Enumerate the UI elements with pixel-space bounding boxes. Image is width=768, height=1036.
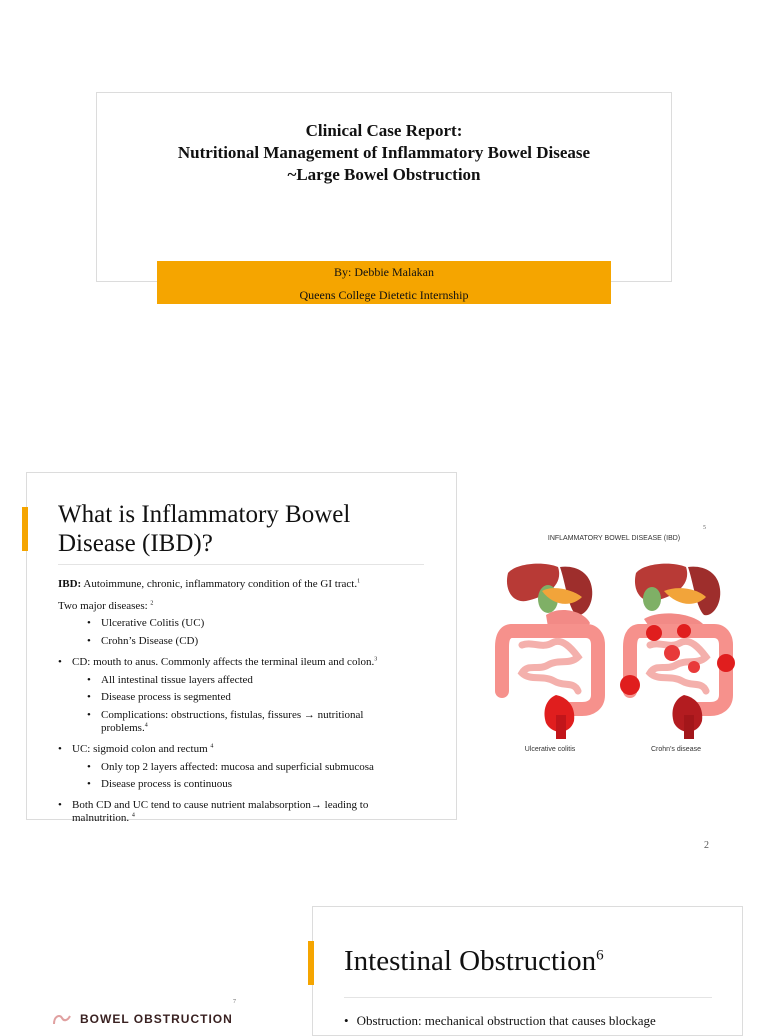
obstruction-slide-heading — [344, 944, 604, 978]
illustration-title: INFLAMMATORY BOWEL DISEASE (IBD) — [547, 535, 681, 542]
two-major-diseases — [58, 600, 153, 613]
ref-marker: 6 — [596, 947, 604, 964]
heading-accent-bar — [308, 941, 314, 985]
heading-divider — [58, 564, 424, 565]
crohns-disease-illustration — [620, 564, 735, 739]
bowel-obstruction-image-label: BOWEL OBSTRUCTION — [80, 1012, 233, 1026]
ibd-definition-text: Autoimmune, chronic, inflammatory condition of the GI tract. — [81, 578, 358, 590]
list-item: • Obstruction: mechanical obstruction that causes blockage — [344, 1013, 656, 1028]
caption-crohns-disease: Crohn's disease — [651, 746, 701, 753]
page-number: 2 — [704, 840, 709, 851]
title-slide-heading — [96, 120, 672, 186]
author-name: By: Debbie Malakan — [334, 265, 434, 279]
author-banner — [157, 261, 611, 304]
ibd-illustration — [486, 545, 742, 745]
heading-accent-bar — [22, 507, 28, 551]
ibd-definition — [58, 578, 438, 591]
ref-marker: 7 — [233, 999, 236, 1005]
title-line-2: Nutritional Management of Inflammatory Bowel Disease — [177, 143, 591, 162]
ref-marker: 1 — [357, 578, 361, 585]
caption-ulcerative-colitis: Ulcerative colitis — [524, 746, 576, 753]
title-line-1: Clinical Case Report: — [305, 121, 463, 140]
two-major-text: Two major diseases: — [58, 600, 151, 612]
ulcerative-colitis-illustration — [502, 564, 598, 739]
author-affiliation: Queens College Dietetic Internship — [299, 288, 469, 302]
intestine-icon — [52, 1012, 72, 1024]
ibd-definition-label: IBD: — [58, 578, 82, 590]
ref-marker: 2 — [150, 600, 154, 607]
heading-divider — [344, 997, 712, 998]
obstruction-heading-text: Intestinal Obstruction — [344, 945, 597, 977]
ref-marker: 5 — [703, 525, 706, 531]
ibd-slide-heading: What is Inflammatory Bowel Disease (IBD)? — [58, 501, 351, 557]
title-line-3: ~Large Bowel Obstruction — [287, 165, 481, 184]
